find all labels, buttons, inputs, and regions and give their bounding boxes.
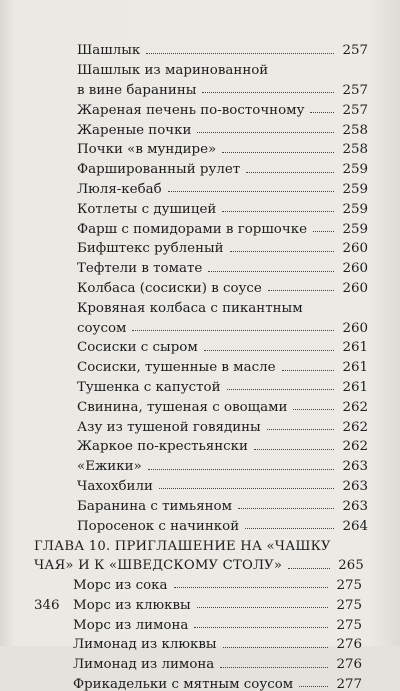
toc-entry <box>0 177 400 197</box>
toc-entry-title: Колбаса (сосиски) в соусе <box>77 282 262 295</box>
toc-entry-page: 259 <box>340 223 368 236</box>
toc-entry-page: 275 <box>334 599 362 612</box>
dot-leader <box>268 290 334 291</box>
toc-entry-page: 260 <box>340 262 368 275</box>
toc-entry-title: Фрикадельки с мятным соусом <box>73 678 293 691</box>
toc-entry <box>0 97 400 117</box>
dot-leader <box>159 488 334 489</box>
toc-entry <box>0 414 400 434</box>
toc-entry <box>0 335 400 355</box>
toc-entry-page: 276 <box>334 638 362 651</box>
toc-entry <box>0 315 400 335</box>
dot-leader <box>254 449 334 450</box>
dot-leader <box>194 627 328 628</box>
toc-entry-title: Котлеты с душицей <box>77 203 216 216</box>
dot-leader <box>168 191 334 192</box>
toc-entry <box>0 632 400 652</box>
toc-entry <box>0 355 400 375</box>
toc-entry <box>0 434 400 454</box>
toc-entry <box>0 295 400 315</box>
dot-leader <box>245 528 334 529</box>
dot-leader <box>197 607 328 608</box>
toc-entry-page: 259 <box>340 183 368 196</box>
toc-entry-title: в вине баранины <box>77 84 196 97</box>
toc-entry-page: 276 <box>334 658 362 671</box>
toc-entry-title: Лимонад из лимона <box>73 658 214 671</box>
chapter-heading <box>0 553 400 573</box>
toc-entry-page: 262 <box>340 401 368 414</box>
toc-entry <box>0 38 400 58</box>
toc-entry-title: Сосиски с сыром <box>77 341 198 354</box>
toc-entry-title: Азу из тушеной говядины <box>77 421 261 434</box>
toc-entry-page: 257 <box>340 44 368 57</box>
dot-leader <box>288 568 330 569</box>
table-of-contents <box>0 38 400 691</box>
toc-entry-page: 259 <box>340 163 368 176</box>
toc-entry-title: Баранина с тимьяном <box>77 500 232 513</box>
toc-entry <box>0 236 400 256</box>
dot-leader <box>238 508 334 509</box>
toc-entry-title: Фаршированный рулет <box>77 163 240 176</box>
toc-entry <box>0 652 400 672</box>
dot-leader <box>299 686 328 687</box>
toc-entry <box>0 513 400 533</box>
toc-entry <box>0 58 400 78</box>
toc-entry-page: 260 <box>340 242 368 255</box>
toc-entry-page: 263 <box>340 480 368 493</box>
toc-entry-title: соусом <box>77 322 126 335</box>
toc-entry <box>0 137 400 157</box>
toc-entry-title: Свинина, тушеная с овощами <box>77 401 287 414</box>
toc-entry-title: Жаркое по-крестьянски <box>77 440 248 453</box>
toc-entry <box>0 117 400 137</box>
dot-leader <box>293 409 334 410</box>
dot-leader <box>223 647 328 648</box>
toc-entry-title: ЧАЯ» И К «ШВЕДСКОМУ СТОЛУ» <box>34 559 282 572</box>
dot-leader <box>246 172 334 173</box>
toc-entry-title: Чахохбили <box>77 480 153 493</box>
toc-entry-title: Тефтели в томате <box>77 262 202 275</box>
toc-entry <box>0 276 400 296</box>
dot-leader <box>220 667 328 668</box>
toc-entry <box>0 196 400 216</box>
dot-leader <box>146 53 334 54</box>
toc-entry-page: 263 <box>340 460 368 473</box>
toc-entry-title: Сосиски, тушенные в масле <box>77 361 276 374</box>
toc-entry <box>0 256 400 276</box>
dot-leader <box>227 389 334 390</box>
toc-entry-page: 275 <box>334 579 362 592</box>
toc-entry <box>0 375 400 395</box>
toc-entry-title: Тушенка с капустой <box>77 381 221 394</box>
toc-entry-page: 264 <box>340 520 368 533</box>
toc-entry-page: 262 <box>340 440 368 453</box>
toc-entry-title: Жареная печень по-восточному <box>77 104 304 117</box>
dot-leader <box>174 587 329 588</box>
toc-entry <box>0 157 400 177</box>
dot-leader <box>208 271 334 272</box>
toc-entry-title: Лимонад из клюквы <box>73 638 217 651</box>
toc-entry-page: 261 <box>340 361 368 374</box>
dot-leader <box>197 132 334 133</box>
page-number: 346 <box>34 598 60 613</box>
toc-entry-page: 277 <box>334 678 362 691</box>
toc-entry <box>0 573 400 593</box>
toc-entry <box>0 672 400 691</box>
dot-leader <box>313 231 334 232</box>
dot-leader <box>202 92 334 93</box>
toc-entry-page: 263 <box>340 500 368 513</box>
toc-entry-page: 259 <box>340 203 368 216</box>
toc-entry-page: 257 <box>340 104 368 117</box>
toc-entry <box>0 592 400 612</box>
chapter-heading <box>0 533 400 553</box>
toc-entry-title: Почки «в мундире» <box>77 143 216 156</box>
dot-leader <box>267 429 334 430</box>
toc-entry-page: 262 <box>340 421 368 434</box>
toc-entry <box>0 612 400 632</box>
toc-entry-title: Люля-кебаб <box>77 183 162 196</box>
toc-entry-page: 260 <box>340 282 368 295</box>
toc-entry-page: 258 <box>340 143 368 156</box>
toc-entry <box>0 394 400 414</box>
toc-entry-page: 258 <box>340 124 368 137</box>
dot-leader <box>222 152 334 153</box>
toc-entry-title: Шашлык <box>77 44 140 57</box>
toc-entry-page: 261 <box>340 341 368 354</box>
toc-entry-page: 257 <box>340 84 368 97</box>
toc-entry-title: «Ежики» <box>77 460 142 473</box>
toc-entry-title: Морс из сока <box>73 579 168 592</box>
dot-leader <box>222 211 334 212</box>
dot-leader <box>310 112 334 113</box>
toc-entry-title: Шашлык из маринованной <box>77 64 268 77</box>
toc-entry <box>0 454 400 474</box>
dot-leader <box>132 330 334 331</box>
toc-entry-page: 260 <box>340 322 368 335</box>
toc-entry-title: Морс из лимона <box>73 619 188 632</box>
dot-leader <box>282 370 334 371</box>
toc-entry <box>0 493 400 513</box>
toc-entry-title: Жареные почки <box>77 124 191 137</box>
toc-entry-title: Бифштекс рубленый <box>77 242 224 255</box>
toc-entry <box>0 78 400 98</box>
toc-entry <box>0 216 400 236</box>
toc-entry-page: 265 <box>336 559 364 572</box>
toc-entry-title: Поросенок с начинкой <box>77 520 239 533</box>
dot-leader <box>230 251 334 252</box>
toc-entry <box>0 474 400 494</box>
toc-entry-title: Фарш с помидорами в горшочке <box>77 223 307 236</box>
dot-leader <box>204 350 334 351</box>
toc-entry-title: Морс из клюквы <box>73 599 191 612</box>
dot-leader <box>148 469 334 470</box>
toc-entry-title: Кровяная колбаса с пикантным <box>77 302 303 315</box>
toc-entry-page: 261 <box>340 381 368 394</box>
toc-entry-page: 275 <box>334 619 362 632</box>
toc-entry-title: ГЛАВА 10. ПРИГЛАШЕНИЕ НА «ЧАШКУ <box>34 540 331 553</box>
